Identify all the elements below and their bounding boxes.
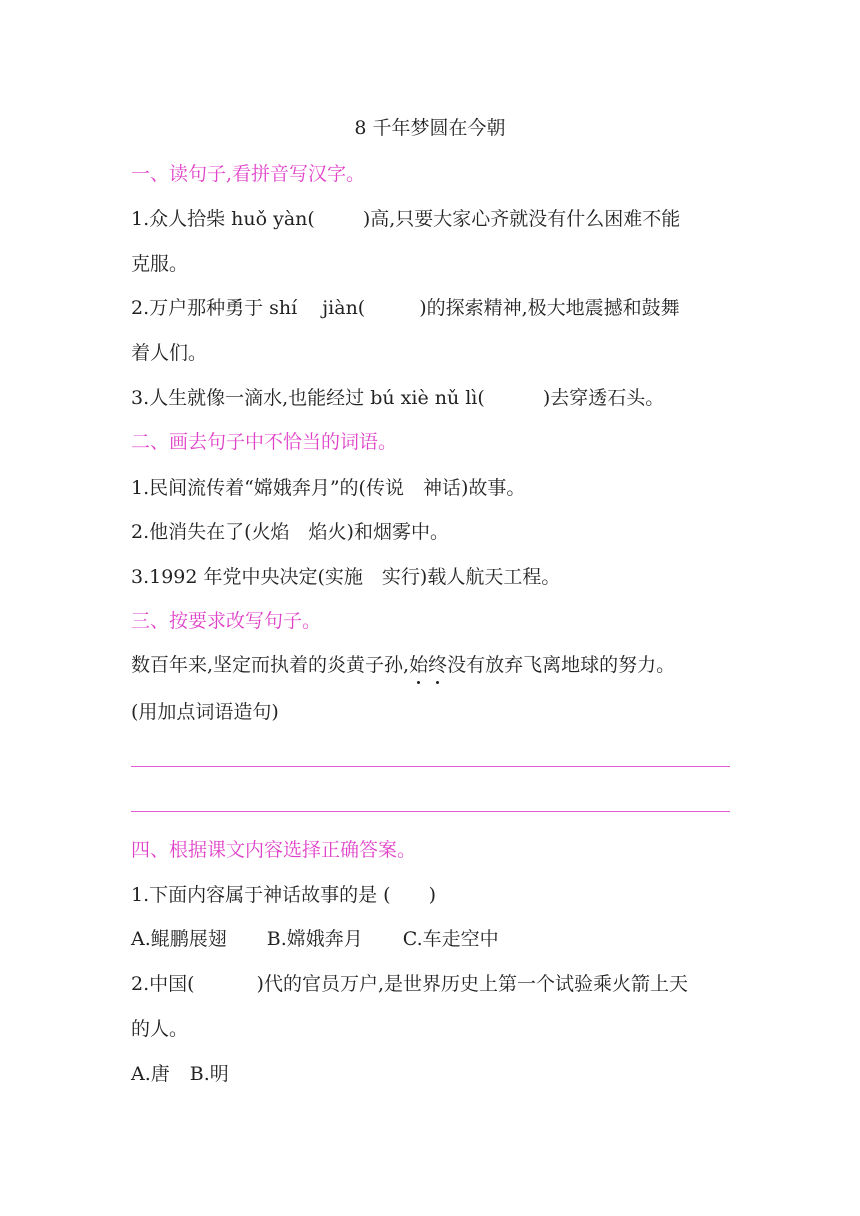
section4-q1-options [131, 927, 499, 951]
section1-q3 [131, 386, 664, 410]
section1-heading: 一、读句子,看拼音写汉字。 [131, 163, 366, 185]
section4-q2-line2: 的人。 [131, 1018, 189, 1040]
dotted-char: 始 [409, 654, 429, 676]
option-b[interactable]: B.嫦娥奔月 [266, 928, 363, 950]
q1-text-a: 1.众人拾柴 huǒ yàn( [131, 208, 315, 230]
page-title: 8 千年梦圆在今朝 [354, 117, 506, 139]
section2-q3: 3.1992 年党中央决定(实施 实行)载人航天工程。 [131, 566, 561, 588]
option-a[interactable]: A.鲲鹏展翅 [131, 928, 227, 950]
section1-q1-line2: 克服。 [131, 253, 189, 275]
q1-text-b: )高,只要大家心齐就没有什么困难不能 [362, 208, 681, 230]
section1-q1-line1 [131, 207, 680, 231]
section1-q2-line1 [131, 296, 680, 320]
q2-text-b: )代的官员万户,是世界历史上第一个试验乘火箭上天 [256, 973, 689, 995]
section3-sentence [131, 653, 675, 677]
option-b[interactable]: B.明 [189, 1063, 229, 1085]
q3-text-a: 3.人生就像一滴水,也能经过 bú xiè nǔ lì( [131, 387, 485, 409]
sentence-text-b: 没有放弃飞离地球的努力。 [447, 654, 676, 676]
q3-text-b: )去穿透石头。 [542, 387, 665, 409]
option-c[interactable]: C.车走空中 [402, 928, 499, 950]
section1-q2-line2: 着人们。 [131, 342, 208, 364]
answer-line[interactable] [131, 766, 730, 767]
section2-q1: 1.民间流传着“嫦娥奔月”的(传说 神话)故事。 [131, 477, 526, 499]
q2-text-b: )的探索精神,极大地震撼和鼓舞 [419, 297, 680, 319]
dotted-char: 终 [428, 654, 448, 676]
section4-q2-line1 [131, 972, 688, 996]
q2-text-a: 2.万户那种勇于 shí jiàn( [131, 297, 366, 319]
section3-heading: 三、按要求改写句子。 [131, 610, 322, 632]
section4-q1: 1.下面内容属于神话故事的是 ( ) [131, 884, 436, 906]
answer-line[interactable] [131, 811, 730, 812]
section4-heading: 四、根据课文内容选择正确答案。 [131, 839, 417, 861]
option-a[interactable]: A.唐 [131, 1063, 170, 1085]
section2-q2: 2.他消失在了(火焰 焰火)和烟雾中。 [131, 521, 449, 543]
section2-heading: 二、画去句子中不恰当的词语。 [131, 431, 398, 453]
section3-instruction: (用加点词语造句) [131, 701, 279, 723]
sentence-text-a: 数百年来,坚定而执着的炎黄子孙, [131, 654, 410, 676]
q2-text-a: 2.中国( [131, 973, 195, 995]
section4-q2-options [131, 1062, 229, 1086]
